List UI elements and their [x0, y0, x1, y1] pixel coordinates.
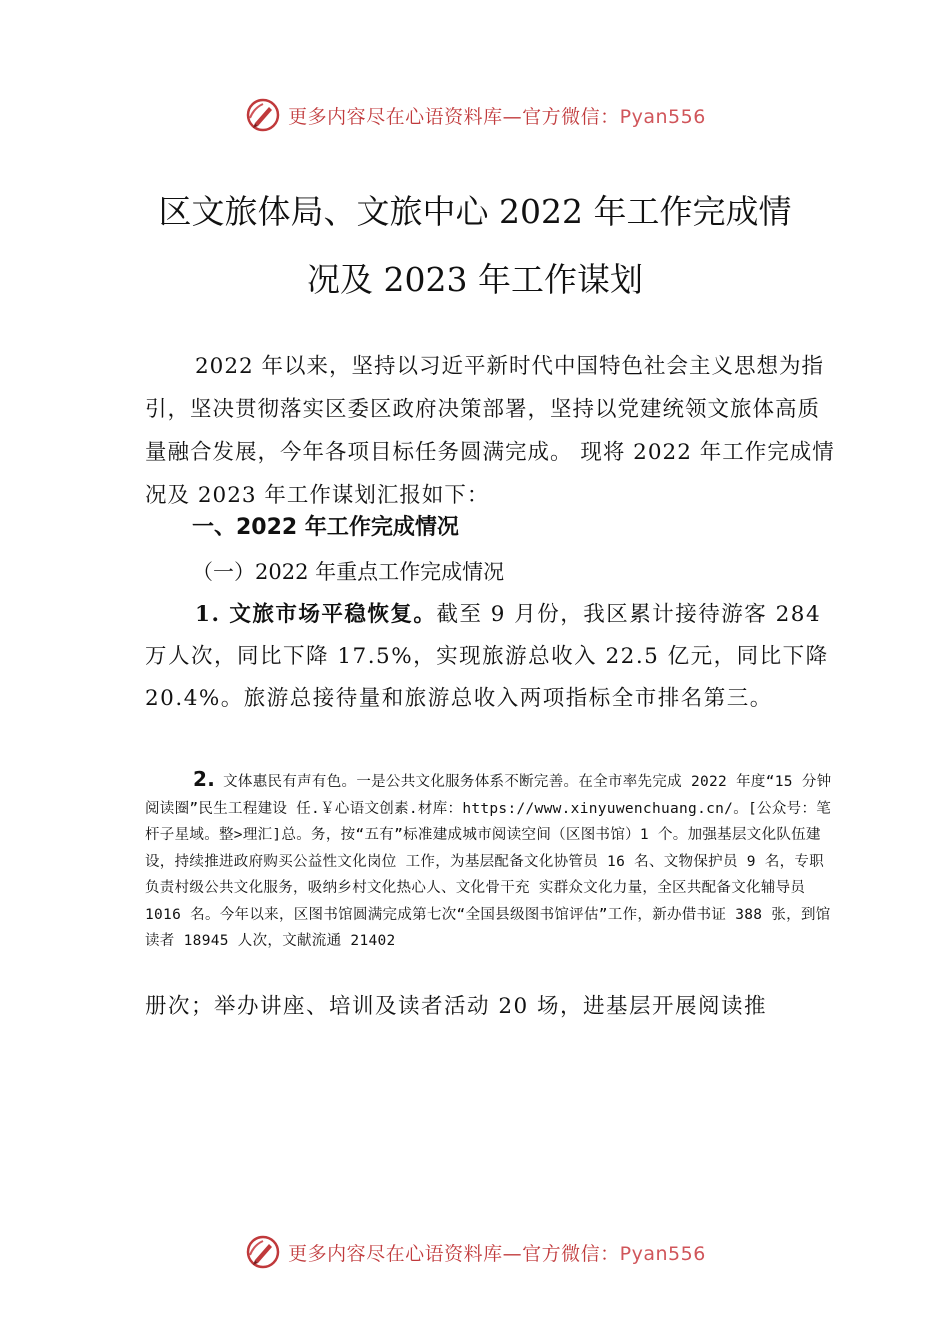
watermark-banner-bottom — [0, 1232, 950, 1272]
watermark-banner-top — [0, 95, 950, 135]
pen-logo-icon — [244, 96, 282, 134]
item-2-number: 2. — [193, 767, 216, 791]
item-2-body: 文体惠民有声有色。一是公共文化服务体系不断完善。在全市率先完成 2022 年度“15 分钟阅读圈”民生工程建设 任.￥心语文创素.材库：https://www.xinyuwenchuang.cn/。[公众号：笔杆子星域。整>理汇]总。务，按“五有”标准建成城市阅读空间（区图书馆）1 个。加强基层文化队伍建设，持续推进政府购买公益性文化岗位 工作，为基层配备文化协管员 16 名、文物保护员 9 名，专职负责村级公共文化服务，吸纳乡村文化热心人、文化骨干充 实群众文化力量，全区共配备文化辅导员 1016 名。今年以来，区图书馆圆满完成第七次“全国县级图书馆评估”工作，新办借书证 388 张，到馆读者 18945 人次，文献流通 21402 — [145, 774, 832, 949]
item-1-heading: 1. 文旅市场平稳恢复。 — [195, 602, 437, 627]
document-title — [100, 178, 850, 314]
pen-logo-icon — [244, 1233, 282, 1271]
watermark-text: 更多内容尽在心语资料库—官方微信：Pyan556 — [288, 1242, 706, 1265]
watermark-handle: Pyan556 — [619, 1242, 706, 1265]
watermark-text: 更多内容尽在心语资料库—官方微信：Pyan556 — [288, 105, 706, 128]
item-1-body: 截至 9 月份，我区累计接待游客 284 万人次，同比下降 17.5%，实现旅游总收入 22.5 亿元，同比下降 20.4%。旅游总接待量和旅游总收入两项指标全市排名第三。 — [145, 602, 829, 711]
item-2-continuation: 册次；举办讲座、培训及读者活动 20 场，进基层开展阅读推 — [145, 994, 768, 1019]
item-2-paragraph — [145, 766, 835, 955]
document-title-line-1: 区文旅体局、文旅中心 2022 年工作完成情 — [158, 192, 792, 231]
watermark-handle: Pyan556 — [619, 105, 706, 128]
intro-paragraph: 2022 年以来，坚持以习近平新时代中国特色社会主义思想为指引，坚决贯彻落实区委区政府决策部署，坚持以党建统领文旅体高质量融合发展，今年各项目标任务圆满完成。 现将 2022 年工作完成情况及 2023 年工作谋划汇报如下： — [145, 354, 835, 508]
document-title-line-2: 况及 2023 年工作谋划 — [307, 260, 643, 299]
section-heading: 一、2022 年工作完成情况 — [192, 515, 459, 540]
item-1-paragraph — [145, 594, 835, 720]
subsection-heading: （一）2022 年重点工作完成情况 — [192, 560, 505, 584]
